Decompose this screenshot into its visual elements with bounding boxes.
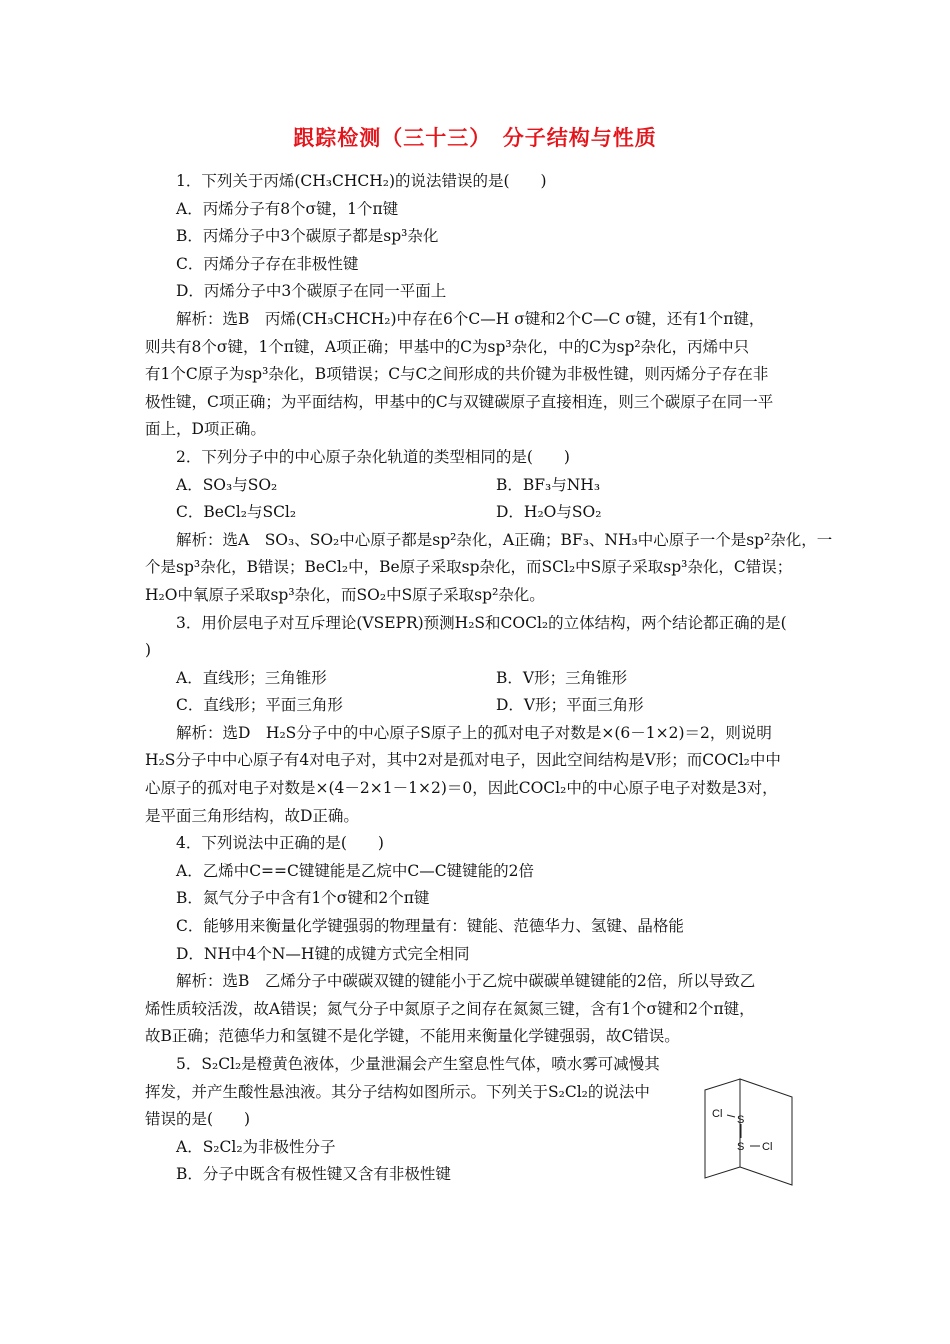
q1-analysis-line: 面上，D项正确。: [145, 420, 266, 439]
question-3-stem: 3．用价层电子对互斥理论(VSEPR)预测H₂S和COCl₂的立体结构，两个结论都正确的是(: [176, 613, 787, 632]
q2-option-b: B．BF₃与NH₃: [496, 475, 601, 494]
q2-analysis-line: H₂O中氧原子采取sp³杂化，而SO₂中S原子采取sp²杂化。: [145, 585, 545, 604]
page-title: 跟踪检测（三十三） 分子结构与性质: [293, 126, 657, 150]
q4-analysis-line: 故B正确；范德华力和氢键不是化学键，不能用来衡量化学键强弱，故C错误。: [145, 1027, 680, 1046]
q4-analysis-line: 烯性质较活泼，故A错误；氮气分子中氮原子之间存在氮氮三键，含有1个σ键和2个π键，: [145, 999, 755, 1018]
q1-option-c: C．丙烯分子存在非极性键: [176, 254, 359, 273]
q3-option-c: C．直线形；平面三角形: [176, 696, 343, 715]
q2-analysis-line: 解析：选A SO₃、SO₂中心原子都是sp²杂化，A正确；BF₃、NH₃中心原子一个是sp²杂化，一: [176, 530, 833, 549]
q5-option-a: A．S₂Cl₂为非极性分子: [176, 1137, 336, 1156]
q3-option-b: B．V形；三角锥形: [496, 668, 628, 687]
cl-s-bond-top: [727, 1115, 735, 1117]
q1-option-d: D．丙烯分子中3个碳原子在同一平面上: [176, 282, 447, 301]
q2-options-row: [145, 472, 810, 500]
q3-analysis-line: 是平面三角形结构，故D正确。: [145, 806, 359, 825]
q1-analysis-line: 极性键，C项正确；为平面结构，甲基中的C与双键碳原子直接相连，则三个碳原子在同一平: [145, 392, 774, 411]
question-4-stem: 4．下列说法中正确的是( ): [176, 834, 384, 853]
q1-option-a: A．丙烯分子有8个σ键，1个π键: [176, 199, 399, 218]
q4-option-d: D．NH中4个N—H键的成键方式完全相同: [176, 944, 470, 963]
question-5-stem-continued: 挥发，并产生酸性悬浊液。其分子结构如图所示。下列关于S₂Cl₂的说法中: [145, 1082, 650, 1101]
q3-options-row: [145, 665, 810, 693]
q3-option-a: A．直线形；三角锥形: [176, 668, 327, 687]
q1-analysis-line: 有1个C原子为sp³杂化，B项错误；C与C之间形成的共价键为非极性键，则丙烯分子存在非: [145, 365, 769, 384]
q4-option-b: B．氮气分子中含有1个σ键和2个π键: [176, 889, 430, 908]
question-5-stem-continued: 错误的是( ): [145, 1110, 251, 1129]
cl-top-label: Cl: [712, 1108, 723, 1120]
s-bottom-label: S: [737, 1141, 745, 1153]
cl-bottom-label: Cl: [762, 1141, 773, 1153]
q2-option-c: C．BeCl₂与SCl₂: [176, 503, 297, 522]
q1-analysis-line: 解析：选B 丙烯(CH₃CHCH₂)中存在6个C—H σ键和2个C—C σ键，还有1个π键，: [176, 309, 765, 328]
question-2-stem: 2．下列分子中的中心原子杂化轨道的类型相同的是( ): [176, 447, 570, 466]
q4-analysis-line: 解析：选B 乙烯分子中碳碳双键的键能小于乙烷中碳碳单键键能的2倍，所以导致乙: [176, 972, 756, 991]
q2-analysis-line: 个是sp³杂化，B错误；BeCl₂中，Be原子采取sp杂化，而SCl₂中S原子采取sp³杂化，C错误；: [145, 558, 793, 577]
right-plane: [740, 1079, 792, 1185]
question-5-stem: 5．S₂Cl₂是橙黄色液体，少量泄漏会产生窒息性气体，喷水雾可减慢其: [176, 1055, 660, 1073]
q1-analysis-line: 则共有8个σ键，1个π键，A项正确；甲基中的C为sp³杂化，中的C为sp²杂化，丙烯中只: [145, 337, 750, 356]
question-1-stem: 1．下列关于丙烯(CH₃CHCH₂)的说法错误的是( ): [176, 172, 547, 190]
q4-option-c: C．能够用来衡量化学键强弱的物理量有：键能、范德华力、氢键、晶格能: [176, 917, 684, 936]
q2-options-row: [145, 499, 810, 527]
question-3-stem-continued: ): [145, 641, 152, 660]
q3-option-d: D．V形；平面三角形: [496, 696, 644, 715]
q2-option-a: A．SO₃与SO₂: [176, 475, 278, 494]
q1-option-b: B．丙烯分子中3个碳原子都是sp³杂化: [176, 227, 439, 246]
q5-option-b: B．分子中既含有极性键又含有非极性键: [176, 1165, 451, 1184]
q2-option-d: D．H₂O与SO₂: [496, 503, 602, 522]
s-top-label: S: [737, 1114, 745, 1126]
q3-analysis-line: H₂S分子中中心原子有4对电子对，其中2对是孤对电子，因此空间结构是V形；而COCl₂中中: [145, 751, 781, 770]
q3-analysis-line: 心原子的孤对电子对数是×(4－2×1－1×2)＝0，因此COCl₂中的中心原子电子对数是3对，: [145, 779, 778, 798]
q3-analysis-line: 解析：选D H₂S分子中的中心原子S原子上的孤对电子对数是×(6－1×2)＝2，则说明: [176, 723, 772, 742]
s2cl2-structure-diagram: [700, 1075, 800, 1190]
q4-option-a: A．乙烯中C==C键键能是乙烷中C—C键键能的2倍: [176, 861, 534, 880]
left-plane: [705, 1079, 740, 1178]
q3-options-row: [145, 692, 810, 720]
document-body: [145, 168, 833, 1189]
